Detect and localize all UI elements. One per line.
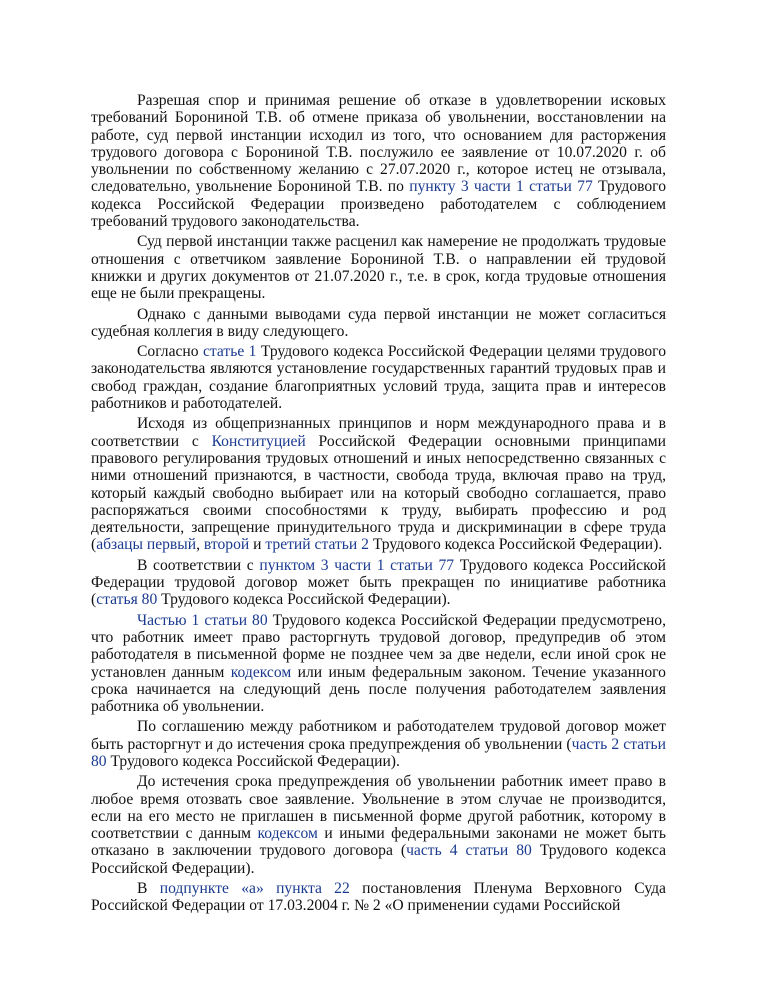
paragraph-text: Согласно: [137, 343, 203, 361]
paragraph-1: [91, 92, 666, 230]
legal-reference-link[interactable]: Частью 1 статьи 80: [137, 611, 268, 629]
paragraph-text: Трудового кодекса Российской Федерации произведено работодателем с соблюдением требований трудового законодательства.: [91, 178, 666, 231]
legal-reference-link[interactable]: второй: [203, 536, 250, 554]
paragraph-text: Трудового кодекса Российской Федерации трудовой договор может быть прекращен по инициативе работника (: [91, 556, 666, 609]
paragraph-text: Суд первой инстанции также расценил как намерение не продолжать трудовые отношения с ответчиком заявление Борониной Т.В. о направлении ей трудовой книжки и других документов от 21.07.2020 г., т.е. в срок, когда трудовые отношения еще не были прекращены.: [91, 233, 666, 303]
paragraph-text: Трудового кодекса Российской Федерации).: [106, 752, 400, 770]
paragraph-2: [91, 233, 666, 302]
paragraph-text: или иным федеральным законом. Течение указанного срока начинается на следующий день после получения работодателем заявления работника об увольнении.: [91, 663, 666, 716]
paragraph-text: Трудового кодекса Российской Федерации).: [157, 591, 451, 609]
legal-reference-link[interactable]: пунктом 3 части 1 статьи 77: [259, 556, 455, 574]
paragraph-10: [91, 880, 666, 915]
paragraph-3: [91, 306, 666, 341]
paragraph-text: Разрешая спор и принимая решение об отказе в удовлетворении исковых требований Борониной Т.В. об отмене приказа об увольнении, восстановлении на работе, суд первой инстанции исходил из того, что основанием для расторжения трудового договора с Борониной Т.В. послужило ее заявление от 10.07.2020 г. об увольнении по собственному желанию с 27.07.2020 г., которое истец не отзывала, следовательно, увольнение Борониной Т.В. по: [91, 92, 666, 196]
paragraph-text: постановления Пленума Верховного Суда Российской Федерации от 17.03.2004 г. № 2 «О применении судами Российской: [91, 880, 666, 915]
paragraph-text: и: [249, 536, 266, 554]
legal-reference-link[interactable]: статья 80: [96, 591, 158, 609]
paragraph-text: Однако с данными выводами суда первой инстанции не может согласиться судебная коллегия в виду следующего.: [91, 305, 666, 340]
legal-reference-link[interactable]: кодексом: [257, 825, 318, 843]
legal-reference-link[interactable]: часть 4 статьи 80: [406, 842, 532, 860]
paragraph-6: [91, 557, 666, 609]
legal-reference-link[interactable]: часть 2 статьи 80: [91, 735, 666, 770]
legal-reference-link[interactable]: Конституцией: [211, 432, 306, 450]
paragraph-5: [91, 415, 666, 553]
paragraph-text: До истечения срока предупреждения об увольнении работник имеет право в любое время отозвать свое заявление. Увольнение в этом случае не производится, если на его место не приглашен в письменной форме другой работник, которому в соответствии с данным: [91, 773, 666, 843]
legal-reference-link[interactable]: статье 1: [202, 343, 257, 361]
paragraph-text: Трудового кодекса Российской Федерации целями трудового законодательства являются установление государственных гарантий трудовых прав и свобод граждан, создание благоприятных условий труда, защита прав и интересов работников и работодателей.: [91, 343, 666, 413]
paragraph-text: Трудового кодекса Российской Федерации).: [368, 536, 663, 554]
paragraph-8: [91, 718, 666, 770]
legal-reference-link[interactable]: абзацы первый: [96, 536, 197, 554]
paragraph-text: По соглашению между работником и работодателем трудовой договор может быть расторгнут и до истечения срока предупреждения об увольнении (: [91, 718, 666, 753]
paragraph-text: ,: [196, 536, 204, 554]
paragraph-7: [91, 612, 666, 716]
legal-reference-link[interactable]: пункту 3 части 1 статьи 77: [409, 178, 593, 196]
legal-reference-link[interactable]: третий статьи 2: [265, 536, 369, 554]
paragraph-text: Трудового кодекса Российской Федерации).: [91, 842, 666, 877]
paragraph-9: [91, 773, 666, 877]
paragraph-text: В: [137, 880, 160, 898]
paragraph-text: Исходя из общепризнанных принципов и норм международного права и в соответствии с: [91, 415, 666, 450]
legal-reference-link[interactable]: кодексом: [230, 663, 292, 681]
paragraph-text: В соответствии с: [137, 556, 260, 574]
paragraph-text: Российской Федерации основными принципами правового регулирования трудовых отношений и иных непосредственно связанных с ними отношений признаются, в частности, свобода труда, включая право на труд, который каждый свободно выбирает или на который свободно соглашается, право распоряжаться своими способностями к труду, выбирать профессию и род деятельности, запрещение принудительного труда и дискриминации в сфере труда (: [91, 432, 666, 554]
legal-reference-link[interactable]: подпункте «а» пункта 22: [159, 880, 350, 898]
paragraph-text: и иными федеральными законами не может быть отказано в заключении трудового договора (: [91, 825, 666, 860]
document-page: [91, 92, 666, 915]
paragraph-4: [91, 343, 666, 412]
paragraph-text: Трудового кодекса Российской Федерации предусмотрено, что работник имеет право расторгнуть трудовой договор, предупредив об этом работодателя в письменной форме не позднее чем за две недели, если иной срок не установлен данным: [91, 611, 666, 681]
